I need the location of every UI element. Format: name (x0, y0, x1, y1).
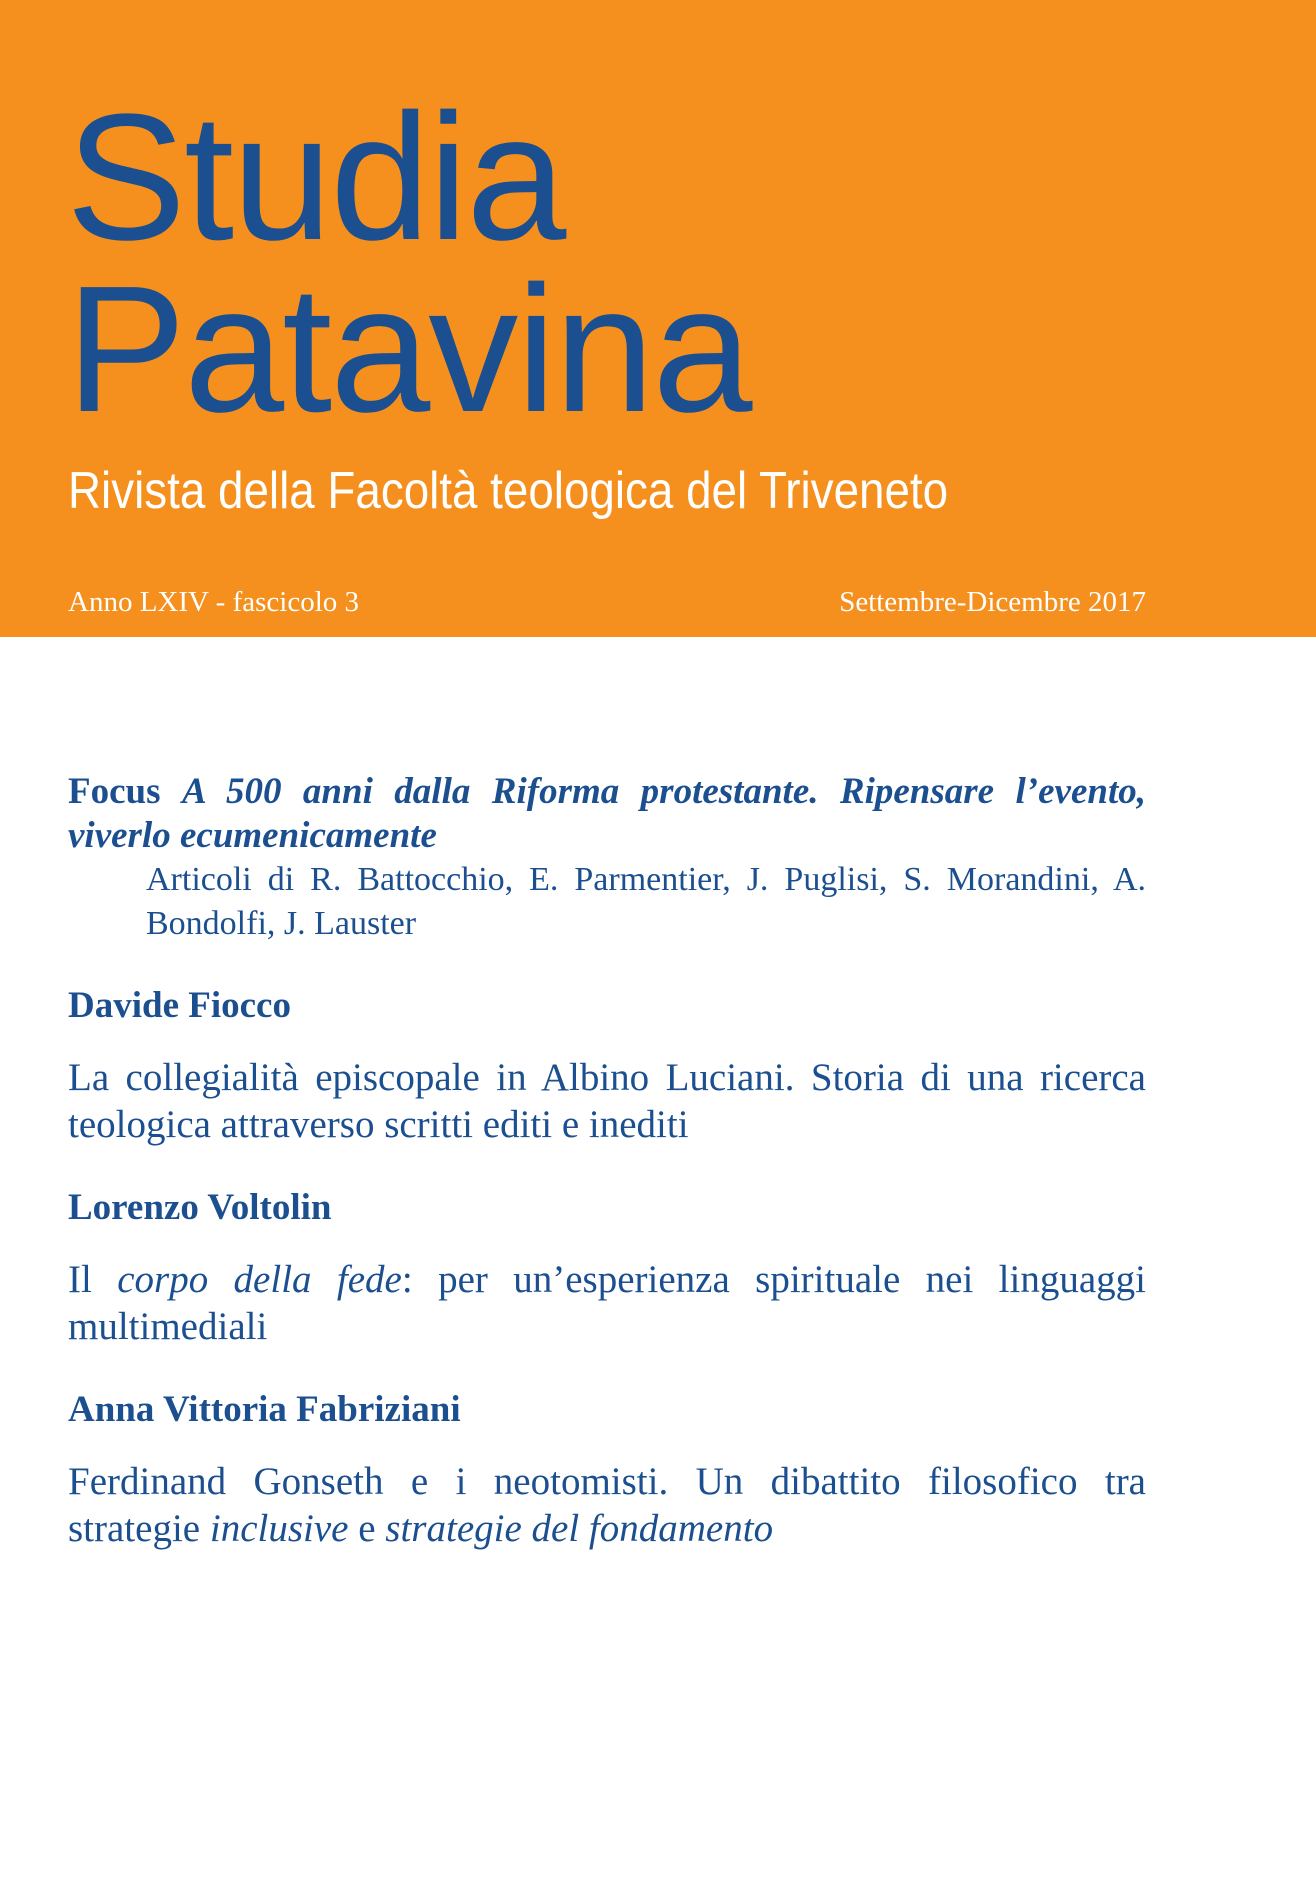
article-entry (68, 1388, 1146, 1552)
article-title: La collegialità episcopale in Albino Luciani. Storia di una ricerca teologica attraverso scritti editi e inediti (68, 1056, 1146, 1146)
focus-title: A 500 anni dalla Riforma protestante. Ripensare l’evento, viverlo ecumenicamente (68, 771, 1146, 856)
cover-banner (0, 0, 1316, 637)
focus-heading (68, 770, 1146, 858)
article-title (68, 1256, 1146, 1350)
article-entry (68, 984, 1146, 1148)
article-title-italic: strategie del fondamento (385, 1507, 774, 1550)
article-author: Davide Fiocco (68, 985, 291, 1026)
issue-number: Anno LXIV - fascicolo 3 (68, 586, 360, 618)
issue-date: Settembre-Dicembre 2017 (839, 586, 1146, 618)
focus-authors: Articoli di R. Battocchio, E. Parmentier, J. Puglisi, S. Morandini, A. Bondolfi, J. Lauster (146, 861, 1146, 942)
article-author: Lorenzo Voltolin (68, 1187, 332, 1228)
article-title-part: e (348, 1507, 386, 1550)
article-title-italic: inclusive (209, 1507, 349, 1550)
journal-title-line-1: Studia (66, 77, 565, 278)
article-author: Anna Vittoria Fabriziani (68, 1389, 461, 1430)
article-title-part: Il (68, 1258, 118, 1301)
table-of-contents (68, 770, 1146, 1552)
journal-title-line-2: Patavina (66, 249, 751, 450)
article-title-italic: corpo della fede (117, 1258, 402, 1301)
article-title-part: Ferdinand Gonseth e i neotomisti. Un dibattito filosofico tra strategie (68, 1460, 1146, 1550)
focus-label: Focus (68, 771, 161, 812)
journal-subtitle: Rivista della Facoltà teologica del Triveneto (68, 462, 949, 520)
article-entry (68, 1186, 1146, 1350)
article-title-part: : per un’esperienza spirituale nei linguaggi multimediali (68, 1258, 1146, 1348)
article-title (68, 1458, 1146, 1552)
